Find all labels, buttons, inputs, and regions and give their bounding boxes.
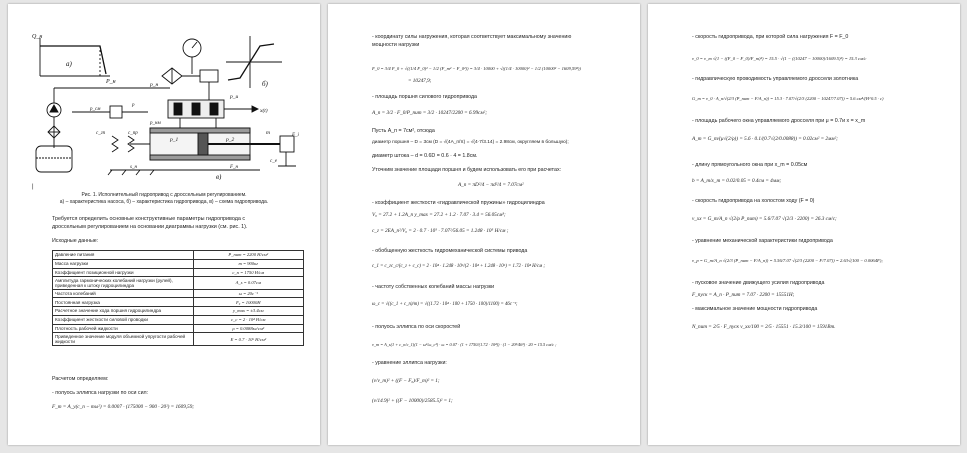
- label-ce: c_е: [270, 159, 277, 164]
- label-p2: p_2: [226, 137, 235, 143]
- p3-formula-fpusk: F_пуск = A_п · P_пит = 7.07 · 2200 = 15551Н;: [692, 292, 795, 298]
- table-row: [53, 251, 304, 260]
- document-page-2: [328, 4, 640, 445]
- p2-formula-f0-result: = 10247,9;: [408, 78, 432, 84]
- param-value: F₀ = 10000Н: [193, 298, 303, 307]
- param-name: Коэффициент жесткости силовой проводки: [53, 315, 194, 324]
- label-fn: F_н: [230, 165, 239, 170]
- p3-formula-gm: G_m = v_0 · A_п/√(2/3 (P_пит − F/A_п)) = 15.3 · 7.07/√(2/3 (2200 − 10247/7.07)) = 5.6 см⁴/(Н^0.5 · с): [692, 96, 884, 101]
- label-cgp: c_гп: [96, 131, 106, 136]
- p2-formula-piston-area: A_п = 3/2 · F_0/P_пит = 3/2 · 10247/2200 = 6.99см²;: [372, 110, 487, 116]
- param-value: ω = 20с⁻¹: [193, 289, 303, 298]
- ellipse-semiaxis-force-text: - полуось эллипса нагрузки по оси сил:: [52, 390, 149, 396]
- pressure-gauge: [162, 39, 218, 100]
- p2-formula-c1: c_1 = c_гc_с/(c_г + c_с) = 2 · 10⁴ · 1.248 · 10⁵/(2 · 10⁴ + 1.248 · 10⁵) = 1.72 · 10⁴ Н/см ;: [372, 264, 545, 269]
- table-row: [53, 307, 304, 316]
- param-name: Масса нагрузки: [53, 259, 194, 268]
- label-sn: s_н: [130, 165, 137, 170]
- axis-label-qn: Q_н: [32, 34, 43, 40]
- label-p1: p_1: [170, 137, 179, 143]
- p2-formula-ellipse-numeric: (v/14.9)² + ((F − 10000)/2585.5)² = 1;: [372, 398, 453, 404]
- p2-text-5: диаметр поршня – D = 3см (D = √(4A_п/π) = √(4·7/3.14) = 2.98см, округляем в большую);: [372, 140, 569, 145]
- p2-formula-v0: V₀ = 27.2 + 1.2A_п y_max = 27.2 + 1.2 · 7.07 · 3.4 = 56.05см³;: [372, 212, 506, 218]
- param-value: c_с = 2 · 10⁴ Н/см: [193, 315, 303, 324]
- intro-text-line-2: дроссельным регулированием на основании диаграммы нагрузки (см. рис. 1).: [52, 224, 248, 230]
- p3-formula-vxx: v_xx = G_m/A_п √(2/ρ P_пит) = 5.6/7.07 √(2/3 · 2200) = 26.3 см/с;: [692, 216, 837, 222]
- pump-characteristic-graph: [40, 38, 110, 76]
- param-name: Частота колебаний: [53, 289, 194, 298]
- p2-text-9: - обобщенную жесткость гидромеханической системы привода: [372, 248, 528, 254]
- label-pcm: p_см: [90, 107, 101, 112]
- param-value: m = 900кг: [193, 259, 303, 268]
- intro-text-line-1: Требуется определить основные конструктивные параметры гидропривода с: [52, 216, 246, 222]
- p2-text-11: - полуось эллипса по оси скоростей: [372, 324, 461, 330]
- p2-text-10: - частоту собственных колебаний массы нагрузки: [372, 284, 495, 290]
- p2-text-12: - уравнение эллипса нагрузки:: [372, 360, 447, 366]
- param-name: Постоянная нагрузка: [53, 298, 194, 307]
- table-row: [53, 315, 304, 324]
- p3-text-2: - гидравлическую проводимость управляемого дроссели золотника: [692, 76, 859, 82]
- hydraulic-drive-diagram: [30, 28, 300, 180]
- p3-text-1: - скорость гидропривода, при которой сила нагружения F = F_0: [692, 34, 849, 40]
- param-value: A_s = 0.07см: [193, 277, 303, 289]
- axis-label-pn: P_н: [106, 79, 116, 85]
- label-x-of-t: x(t): [260, 108, 268, 114]
- table-row: [53, 289, 304, 298]
- p2-text-4: Пусть A_п = 7см², отсюда: [372, 128, 435, 134]
- param-name: Расчетное значение хода поршня гидроцилиндра: [53, 307, 194, 316]
- param-name: Коэффициент позиционной нагрузки: [53, 268, 194, 277]
- figure-caption-line-1: Рис. 1. Исполнительный гидропривод с дроссельным регулированием.: [81, 192, 247, 198]
- input-data-heading: Исходные данные:: [52, 238, 99, 244]
- label-pnm: p_нм: [150, 121, 161, 126]
- param-value: E = 0.7 · 10⁵ Н/см²: [193, 333, 303, 345]
- label-fi: F_i: [292, 133, 299, 138]
- p3-text-6: - уравнение механической характеристики гидропривода: [692, 238, 833, 244]
- param-value: P_пит = 2200 Н/см²: [193, 251, 303, 260]
- p2-text-2: мощности нагрузки: [372, 42, 420, 48]
- param-name: Амплитуда гармонических колебаний нагрузки (рулей), приведенная к штоку гидроцилиндра: [53, 277, 194, 289]
- p2-text-8: - коэффициент жесткости «гидравлической пружины» гидроцилиндра: [372, 200, 545, 206]
- document-page-1: [8, 4, 320, 445]
- document-page-3: [648, 4, 960, 445]
- p2-formula-f0: F_0 = 3/4 F_0 + √((1/4 F_0)² − 1/2 (F_m² − F_0²)) = 3/4 · 10000 + √((1/4 · 10000)² − 1/2 (10000² − 1609,59²)): [372, 66, 581, 71]
- p3-formula-am: A_m = G_m/(μ√(2/ρ)) = 5.6 · 0.1/(0.7√(2/0.0088)) = 0.02см² = 2мм²;: [692, 136, 838, 142]
- table-row: [53, 324, 304, 333]
- label-mass: m: [266, 130, 270, 136]
- p3-formula-vp: v_p = G_m/A_п √(2/3 (P_пит − F/A_п)) = 5.56/7.07 √(2/3 (2200 − F/7.07)) = 2.63√(100 − 0.0064F);: [692, 258, 883, 263]
- p3-text-8: - максимальное значение мощности гидропривода: [692, 306, 818, 312]
- p2-text-3: - площадь поршня силового гидропривода: [372, 94, 478, 100]
- p2-formula-vm: v_m = A_s(1 + c_п/c_1)(1 − ω²/ω_с²) · ω = 0.07 · (1 + 1750/(1.72 · 10⁴)) · (1 − 20²/46²) · 20 = 15.5 см/с ;: [372, 342, 557, 347]
- label-p: p: [132, 103, 135, 108]
- figure-label-a: а): [66, 60, 72, 68]
- figure-label-v: в): [216, 173, 222, 180]
- param-value: y_max = ±3.4см: [193, 307, 303, 316]
- table-row: [53, 259, 304, 268]
- p3-text-5: - скорость гидропривода на холостом ходу (F = 0): [692, 198, 815, 204]
- p3-formula-b: b = A_m/x_m = 0.02/0.05 = 0.4см = 4мм;: [692, 178, 782, 184]
- p3-formula-npit: N_пит = 2/5 · F_пуск v_xx/100 = 2/5 · 15551 · 15.3/100 = 1591Вт.: [692, 324, 836, 330]
- table-row: [53, 298, 304, 307]
- p3-formula-v0: v_0 = v_m √(1 − ((F_0 − F_0)/F_m)²) = 15.5 · √(1 − ((10247 − 10000)/1609.5)²) = 15.3 см/с: [692, 56, 867, 61]
- param-name: Плотность рабочей жидкости: [53, 324, 194, 333]
- label-pi: p_и: [230, 94, 239, 100]
- spool-valve: [168, 100, 258, 118]
- p2-text-7: Уточним значение площади поршня и будем использовать его при расчетах:: [372, 167, 562, 173]
- label-cpr: c_пр: [128, 131, 138, 136]
- figure-label-b: б): [262, 80, 268, 88]
- p2-formula-area-refined: A_п = πD²/4 − πd²/4 = 7.07см²: [458, 182, 524, 188]
- param-value: c_п = 1750 Н/см: [193, 268, 303, 277]
- label-p-n: p_н: [150, 82, 159, 88]
- p3-text-7: - пусковое значение движущего усилия гидропривода: [692, 280, 825, 286]
- figure-caption-line-2: а) – характеристика насоса, б) – характеристика гидропривода, в) – схема гидропривода.: [59, 199, 269, 205]
- table-row: [53, 277, 304, 289]
- calculation-heading: Расчетом определяем:: [52, 376, 109, 382]
- drive-characteristic-graph: [226, 36, 282, 88]
- param-value: ρ = 0.0088кг/см³: [193, 324, 303, 333]
- hydraulic-drive-figure: [30, 28, 300, 180]
- p2-text-6: диаметр штока – d = 0.6D = 0.6 · 4 = 1.8см.: [372, 153, 478, 159]
- table-row: [53, 333, 304, 345]
- input-parameters-table: [52, 250, 304, 346]
- formula-fm: F_m = A_y(c_п − mω²) = 0.0007 · (175000 − 900 · 20²) = 1609,59;: [52, 404, 195, 410]
- p2-formula-cg: c_г = 2EA_п²/V₀ = 2 · 0.7 · 10⁵ · 7.07²/56.05 = 1.248 · 10⁵ Н/см ;: [372, 228, 509, 234]
- param-name: Давление питания: [53, 251, 194, 260]
- text-cursor-mark: |: [32, 184, 34, 190]
- param-name: Приведенное значение модуля объемной упругости рабочей жидкости: [53, 333, 194, 345]
- p2-text-1: - координату силы нагружения, которая соответствует максимальному значению: [372, 34, 572, 40]
- table-row: [53, 268, 304, 277]
- p2-formula-omega: ω_с = √((c_1 + c_п)/m) = √((1.72 · 10⁴ · 100 + 1750 · 100)/1100) = 46с⁻¹;: [372, 302, 518, 307]
- p3-text-3: - площадь рабочего окна управляемого дросселя при μ = 0.7и x = x_m: [692, 118, 866, 124]
- p3-text-4: - длину прямоугольного окна при x_m = 0.05см: [692, 162, 808, 168]
- p2-formula-ellipse: (v/v_m)² + ((F − F₀)/F_m)² = 1;: [372, 378, 440, 384]
